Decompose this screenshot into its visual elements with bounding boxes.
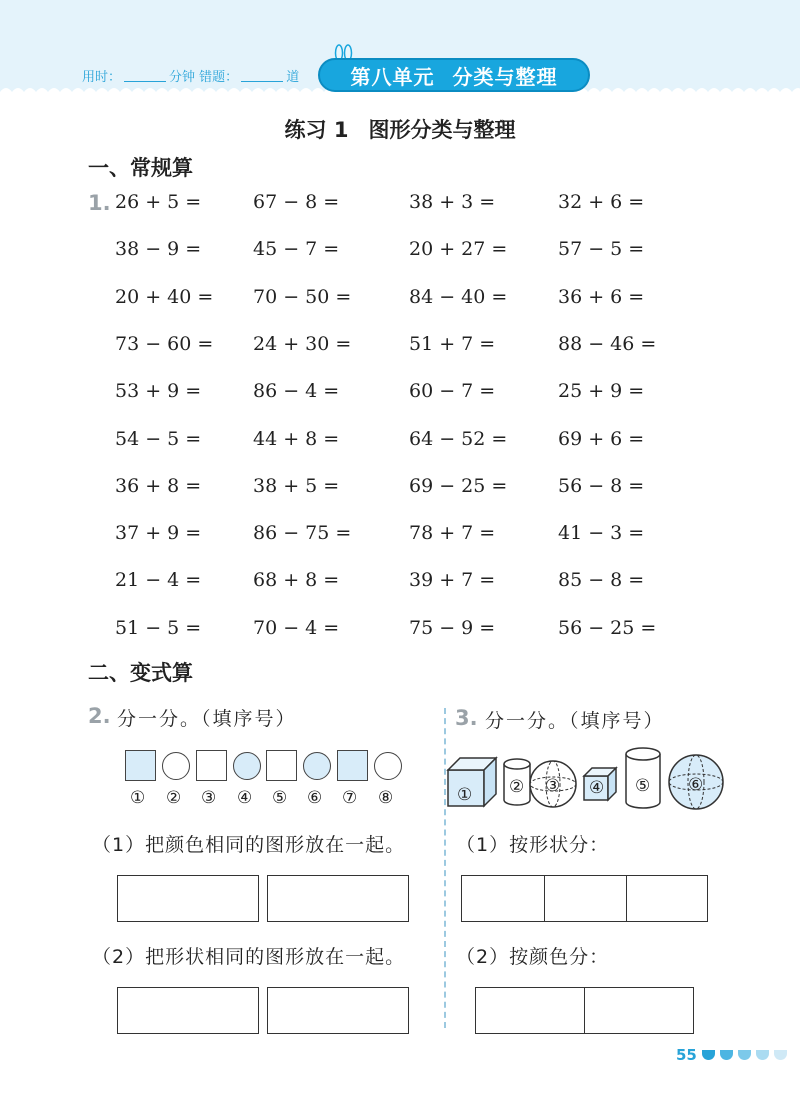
shape-2-white-circle	[162, 752, 190, 780]
shape-3-white-square	[196, 750, 227, 781]
unit-title: 第八单元	[350, 65, 435, 89]
equation-item: 86 − 75 =	[253, 522, 352, 544]
equation-item: 75 − 9 =	[409, 617, 496, 639]
equation-item: 36 + 8 =	[115, 475, 202, 497]
equation-item: 39 + 7 =	[409, 569, 496, 591]
lesson-title	[0, 114, 800, 144]
errors-label: 错题：	[199, 70, 239, 85]
equation-item: 56 − 25 =	[558, 617, 657, 639]
solid-label: ⑥	[688, 775, 704, 795]
time-label: 用时：	[82, 70, 122, 85]
solid-figures	[446, 744, 730, 812]
decorative-dot-icon	[702, 1050, 715, 1060]
unit-subtitle: 分类与整理	[452, 65, 558, 89]
equation-item: 45 − 7 =	[253, 238, 340, 260]
unit-badge	[318, 58, 590, 92]
lesson-number: 练习 1	[284, 118, 349, 142]
equation-item: 25 + 9 =	[558, 380, 645, 402]
time-error-record	[82, 66, 299, 85]
equation-item: 88 − 46 =	[558, 333, 657, 355]
equation-item: 85 − 8 =	[558, 569, 645, 591]
equation-item: 24 + 30 =	[253, 333, 352, 355]
equation-item: 37 + 9 =	[115, 522, 202, 544]
decorative-dot-icon	[720, 1050, 733, 1060]
equation-item: 57 − 5 =	[558, 238, 645, 260]
question-number-2: 2.	[88, 704, 111, 728]
answer-box-q3-1b[interactable]	[544, 875, 627, 922]
equation-item: 64 − 52 =	[409, 428, 508, 450]
answer-box-q2-2b[interactable]	[267, 987, 409, 1034]
answer-box-q3-1c[interactable]	[626, 875, 708, 922]
equation-item: 21 − 4 =	[115, 569, 202, 591]
shape-label: ④	[237, 788, 253, 808]
decorative-dot-icon	[756, 1050, 769, 1060]
answer-box-q2-1a[interactable]	[117, 875, 259, 922]
shape-label: ⑦	[342, 788, 358, 808]
count-unit: 道	[286, 70, 300, 85]
question-2-sub-2: （2）把形状相同的图形放在一起。	[92, 946, 406, 968]
equation-item: 51 + 7 =	[409, 333, 496, 355]
shape-label: ①	[130, 788, 146, 808]
question-3-prompt: 分一分。（填序号）	[485, 710, 665, 732]
equation-item: 86 − 4 =	[253, 380, 340, 402]
question-2-sub-1: （1）把颜色相同的图形放在一起。	[92, 834, 406, 856]
shape-4-blue-circle	[233, 752, 261, 780]
equation-item: 54 − 5 =	[115, 428, 202, 450]
answer-box-q2-2a[interactable]	[117, 987, 259, 1034]
equation-item: 68 + 8 =	[253, 569, 340, 591]
errors-blank[interactable]	[241, 69, 283, 82]
equation-item: 84 − 40 =	[409, 286, 508, 308]
minutes-label: 分钟	[169, 70, 196, 85]
equation-item: 70 − 4 =	[253, 617, 340, 639]
shape-8-white-circle	[374, 752, 402, 780]
answer-box-q2-1b[interactable]	[267, 875, 409, 922]
shape-6-blue-circle	[303, 752, 331, 780]
answer-box-q3-2a[interactable]	[475, 987, 585, 1034]
equation-item: 70 − 50 =	[253, 286, 352, 308]
equation-item: 44 + 8 =	[253, 428, 340, 450]
equation-item: 38 + 3 =	[409, 191, 496, 213]
question-2-prompt: 分一分。（填序号）	[117, 708, 297, 730]
shape-label: ⑧	[378, 788, 394, 808]
equation-item: 38 + 5 =	[253, 475, 340, 497]
question-3-sub-2: （2）按颜色分：	[456, 946, 610, 968]
solid-label: ④	[589, 778, 605, 798]
shape-label: ⑤	[272, 788, 288, 808]
decorative-dot-icon	[774, 1050, 787, 1060]
equation-item: 56 − 8 =	[558, 475, 645, 497]
shape-label: ⑥	[307, 788, 323, 808]
solid-label: ③	[545, 776, 561, 796]
equation-item: 60 − 7 =	[409, 380, 496, 402]
solid-label: ②	[509, 777, 525, 797]
equation-item: 38 − 9 =	[115, 238, 202, 260]
equation-item: 67 − 8 =	[253, 191, 340, 213]
equation-item: 73 − 60 =	[115, 333, 214, 355]
shape-1-blue-square	[125, 750, 156, 781]
section-heading-variant: 二、变式算	[88, 661, 193, 685]
shape-5-white-square	[266, 750, 297, 781]
solid-label: ⑤	[635, 776, 651, 796]
equation-item: 69 + 6 =	[558, 428, 645, 450]
shape-7-blue-square	[337, 750, 368, 781]
decorative-dot-icon	[738, 1050, 751, 1060]
lesson-name: 图形分类与整理	[368, 118, 516, 142]
shape-label: ③	[201, 788, 217, 808]
solid-label: ①	[457, 785, 473, 805]
time-blank[interactable]	[124, 69, 166, 82]
equation-item: 53 + 9 =	[115, 380, 202, 402]
equation-item: 51 − 5 =	[115, 617, 202, 639]
equation-item: 69 − 25 =	[409, 475, 508, 497]
question-3-sub-1: （1）按形状分：	[456, 834, 610, 856]
equation-item: 20 + 27 =	[409, 238, 508, 260]
equation-item: 26 + 5 =	[115, 191, 202, 213]
section-heading-routine: 一、常规算	[88, 156, 193, 180]
equation-item: 32 + 6 =	[558, 191, 645, 213]
equation-item: 78 + 7 =	[409, 522, 496, 544]
question-number-3: 3.	[455, 706, 478, 730]
equation-item: 41 − 3 =	[558, 522, 645, 544]
page-number: 55	[676, 1046, 697, 1064]
answer-box-q3-1a[interactable]	[461, 875, 545, 922]
equation-item: 20 + 40 =	[115, 286, 214, 308]
question-number-1: 1.	[88, 191, 111, 215]
shape-label: ②	[166, 788, 182, 808]
equation-item: 36 + 6 =	[558, 286, 645, 308]
answer-box-q3-2b[interactable]	[584, 987, 694, 1034]
